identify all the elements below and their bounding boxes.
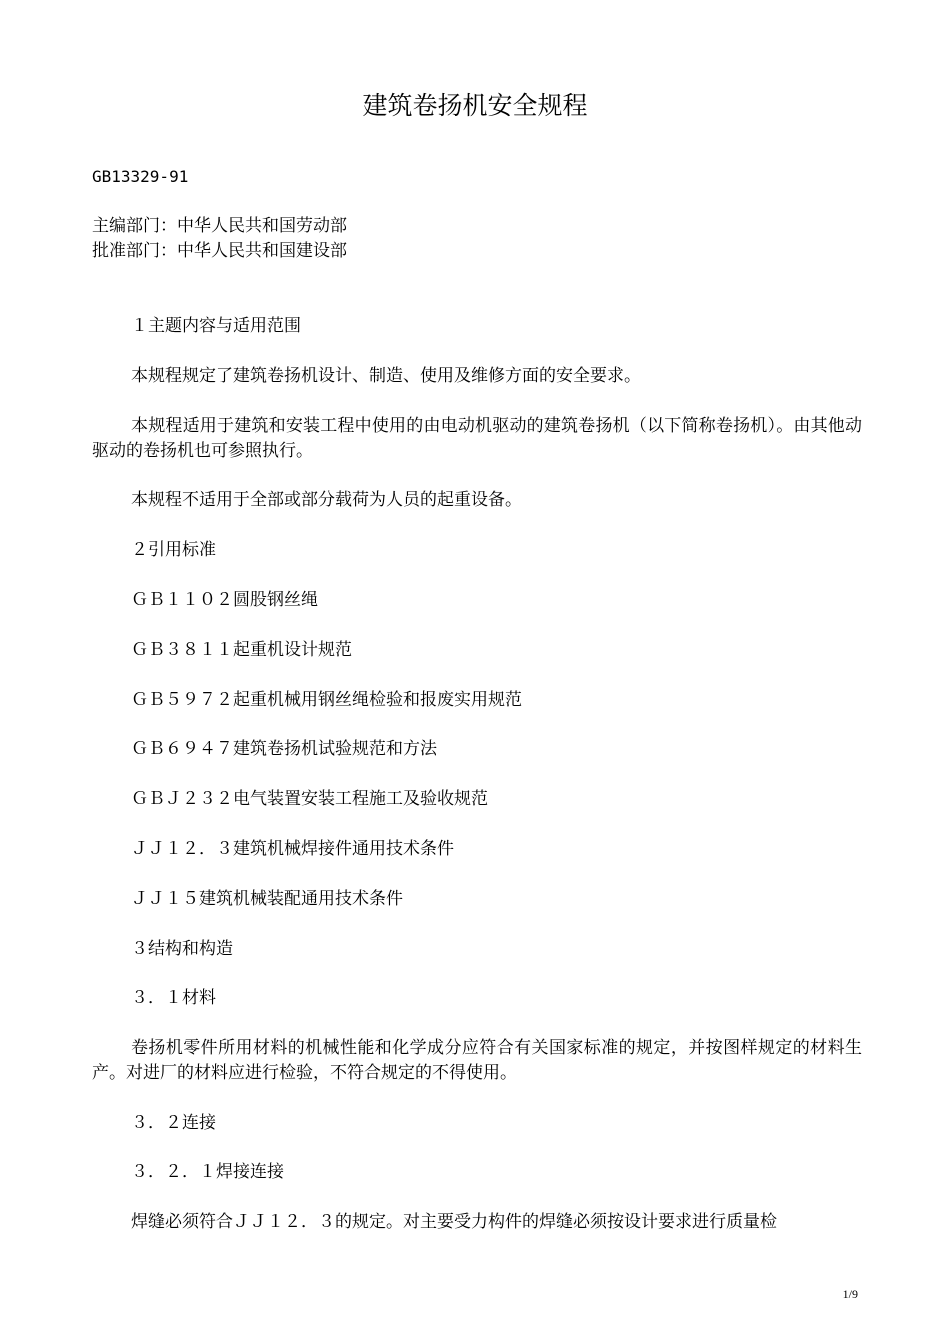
document-title: 建筑卷扬机安全规程 [362,91,588,120]
section-2-heading: ２引用标准 [131,540,216,560]
reference-item: ＧＢ３８１１起重机设计规范 [131,640,352,660]
reference-item: ＧＢ６９４７建筑卷扬机试验规范和方法 [131,739,437,759]
standard-code: GB13329-91 [92,167,189,186]
reference-item: ＧＢ１１０２圆股钢丝绳 [131,590,318,610]
reference-item: ＧＢＪ２３２电气装置安装工程施工及验收规范 [131,789,488,809]
section-3-2-1-paragraph: 焊缝必须符合ＪＪ１２．３的规定。对主要受力构件的焊缝必须按设计要求进行质量检 [131,1212,777,1232]
section-1-heading: １主题内容与适用范围 [131,316,301,336]
section-3-heading: ３结构和构造 [131,939,233,959]
section-1-paragraph-1: 本规程规定了建筑卷扬机设计、制造、使用及维修方面的安全要求。 [131,366,641,386]
editor-department: 主编部门：中华人民共和国劳动部 [92,216,347,236]
section-3-1-heading: ３．１材料 [131,988,216,1008]
reference-item: ＪＪ１２．３建筑机械焊接件通用技术条件 [131,839,454,859]
section-3-2-1-heading: ３．２．１焊接连接 [131,1162,284,1182]
section-3-1-paragraph: 卷扬机零件所用材料的机械性能和化学成分应符合有关国家标准的规定，并按图样规定的材料生产。对进厂的材料应进行检验，不符合规定的不得使用。 [92,1038,862,1083]
section-3-2-heading: ３．２连接 [131,1113,216,1133]
section-1-paragraph-2: 本规程适用于建筑和安装工程中使用的由电动机驱动的建筑卷扬机（以下简称卷扬机）。由其他动驱动的卷扬机也可参照执行。 [92,416,862,461]
page-number: 1/9 [842,1287,858,1301]
reference-item: ＧＢ５９７２起重机械用钢丝绳检验和报废实用规范 [131,690,522,710]
section-1-paragraph-3: 本规程不适用于全部或部分载荷为人员的起重设备。 [131,490,522,510]
reference-item: ＪＪ１５建筑机械装配通用技术条件 [131,889,403,909]
approver-department: 批准部门：中华人民共和国建设部 [92,241,347,261]
